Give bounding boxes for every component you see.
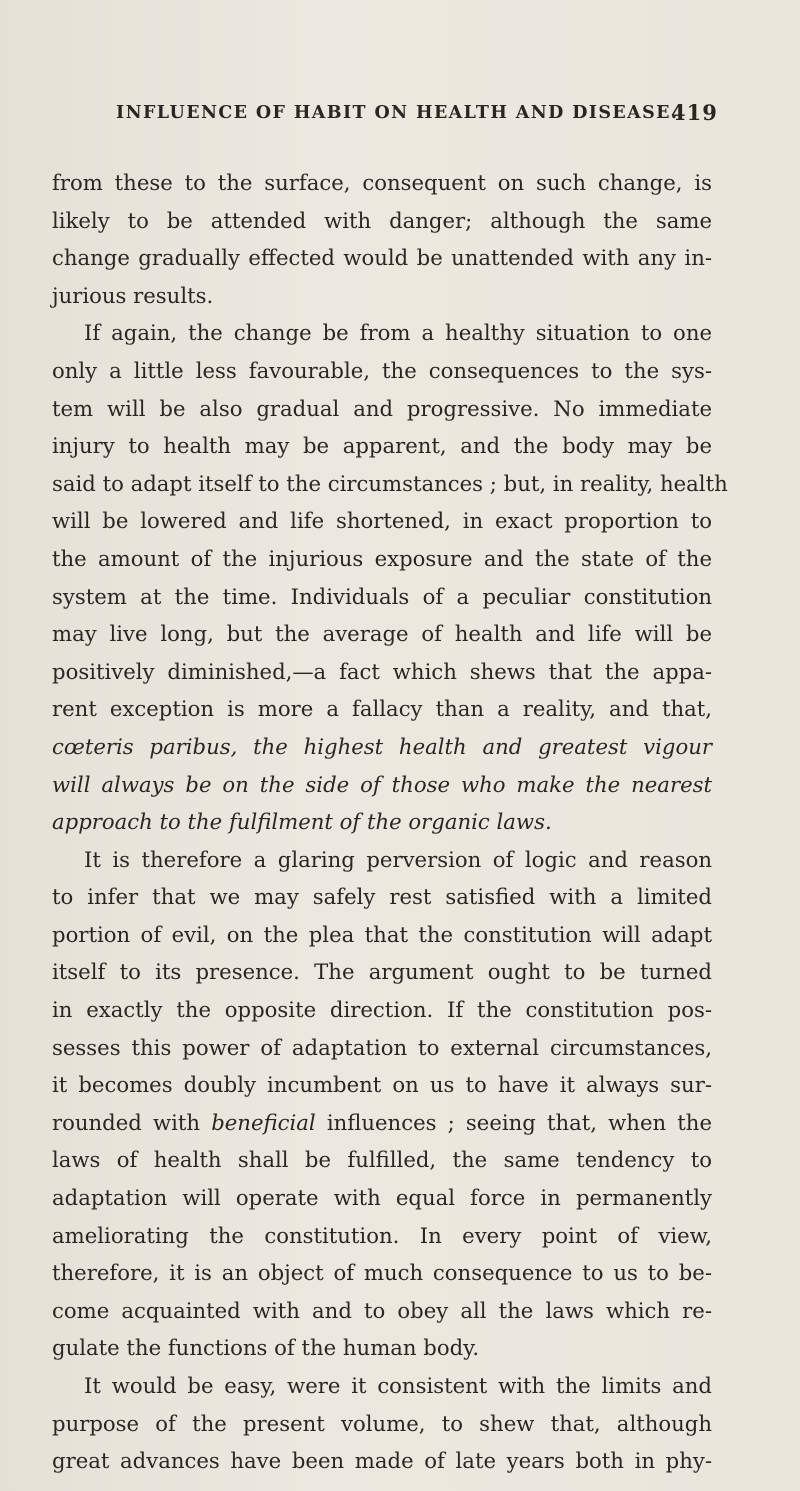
text-line: gulate the functions of the human body. — [52, 1335, 480, 1361]
text-line: cœteris paribus, the highest health and greatest vigour — [52, 733, 712, 759]
text-line: laws of health shall be fulfilled, the same tendency to — [52, 1147, 712, 1173]
text-line: will be lowered and life shortened, in exact proportion to — [52, 508, 712, 534]
text-line: adaptation will operate with equal force in permanently — [52, 1185, 712, 1211]
text-run: influences ; seeing that, when the — [315, 1109, 712, 1135]
text-line: it becomes doubly incumbent on us to have it always sur- — [52, 1072, 712, 1098]
text-line: therefore, it is an object of much consequence to us to be- — [52, 1260, 712, 1286]
text-line: may live long, but the average of health and life will be — [52, 621, 712, 647]
text-line: great advances have been made of late years both in phy- — [52, 1448, 712, 1474]
text-line: to infer that we may safely rest satisfied with a limited — [52, 884, 712, 910]
body-text — [52, 164, 728, 1480]
running-title: INFLUENCE OF HABIT ON HEALTH AND DISEASE. — [116, 103, 679, 123]
text-line: It is therefore a glaring perversion of logic and reason — [84, 846, 712, 872]
text-line: itself to its presence. The argument ought to be turned — [52, 959, 712, 985]
text-line: positively diminished,—a fact which shews that the appa- — [52, 658, 712, 684]
text-line: approach to the fulfilment of the organic laws. — [52, 809, 552, 835]
text-line: will always be on the side of those who make the nearest — [52, 771, 712, 797]
text-run: rounded with — [52, 1109, 212, 1135]
text-line: rent exception is more a fallacy than a reality, and that, — [52, 696, 712, 722]
text-line: from these to the surface, consequent on such change, is — [52, 170, 712, 195]
text-line: only a little less favourable, the consequences to the sys- — [52, 357, 712, 383]
emphasis-text: beneficial — [211, 1109, 316, 1135]
text-line: ameliorating the constitution. In every point of view, — [52, 1222, 712, 1248]
text-line: injury to health may be apparent, and the body may be — [52, 433, 712, 459]
text-line: If again, the change be from a healthy situation to one — [84, 320, 712, 346]
text-line: system at the time. Individuals of a peculiar constitution — [52, 583, 712, 609]
text-line: portion of evil, on the plea that the constitution will adapt — [52, 921, 712, 947]
text-line: jurious results. — [52, 282, 214, 308]
text-line: purpose of the present volume, to shew that, although — [52, 1410, 712, 1436]
text-line: sesses this power of adaptation to external circumstances, — [52, 1034, 712, 1060]
text-line — [52, 1104, 712, 1142]
page-number: 419 — [671, 100, 718, 125]
text-line: the amount of the injurious exposure and the state of the — [52, 545, 712, 571]
text-line: in exactly the opposite direction. If the constitution pos- — [52, 997, 712, 1023]
text-line: said to adapt itself to the circumstances ; but, in reality, health — [52, 470, 728, 496]
text-line: likely to be attended with danger; although the same — [52, 207, 712, 233]
text-line: tem will be also gradual and progressive. No immediate — [52, 395, 712, 421]
text-line: come acquainted with and to obey all the laws which re- — [52, 1297, 712, 1323]
text-line: change gradually effected would be unattended with any in- — [52, 245, 712, 271]
text-line: It would be easy, were it consistent with the limits and — [84, 1373, 712, 1398]
running-header — [116, 100, 718, 125]
